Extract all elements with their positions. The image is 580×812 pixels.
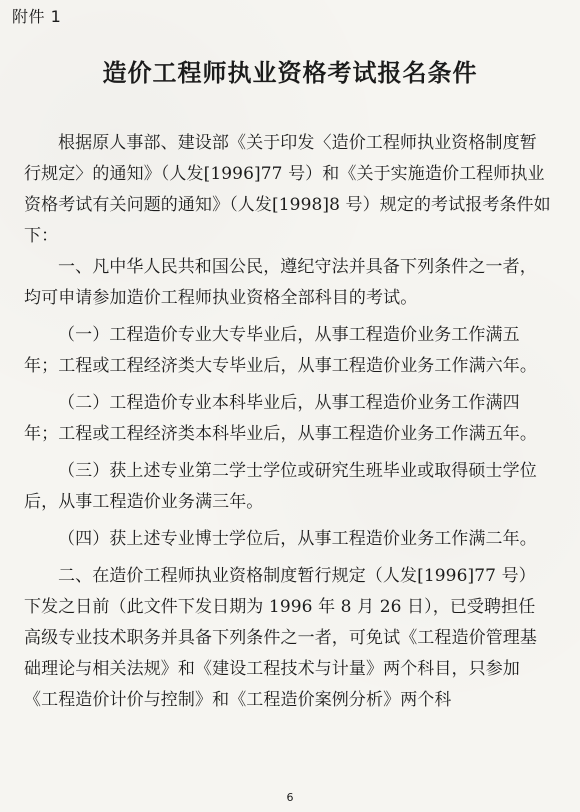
condition-item-four: （四）获上述专业博士学位后，从事工程造价业务工作满二年。 xyxy=(58,529,537,549)
condition-section-one: 一、凡中华人民共和国公民，遵纪守法并具备下列条件之一者，均可申请参加造价工程师执业资格全部科目的考试。 xyxy=(24,257,537,308)
attachment-label: 附件 1 xyxy=(12,7,62,26)
intro-paragraph: 根据原人事部、建设部《关于印发〈造价工程师执业资格制度暂行规定〉的通知》（人发[1996]77 号）和《关于实施造价工程师执业资格考试有关问题的通知》（人发[1998]8 号）规定的考试报考条件如下： xyxy=(24,133,551,246)
condition-section-two: 二、在造价工程师执业资格制度暂行规定（人发[1996]77 号）下发之日前（此文件下发日期为 1996 年 8 月 26 日），已受聘担任高级专业技术职务并具备下列条件之一者，可免试《工程造价管理基础理论与相关法规》和《建设工程技术与计量》两个科目，只参加《工程造价计价与控制》和《工程造价案例分析》两个科 xyxy=(24,566,537,710)
condition-item-two: （二）工程造价专业本科毕业后，从事工程造价业务工作满四年；工程或工程经济类本科毕业后，从事工程造价业务工作满五年。 xyxy=(24,393,537,444)
condition-item-one: （一）工程造价专业大专毕业后，从事工程造价业务工作满五年；工程或工程经济类大专毕业后，从事工程造价业务工作满六年。 xyxy=(24,325,537,376)
document-title: 造价工程师执业资格考试报名条件 xyxy=(102,59,478,87)
page-number: 6 xyxy=(286,791,294,804)
document-body xyxy=(24,128,552,716)
condition-item-three: （三）获上述专业第二学士学位或研究生班毕业或取得硕士学位后，从事工程造价业务满三年。 xyxy=(24,461,537,512)
